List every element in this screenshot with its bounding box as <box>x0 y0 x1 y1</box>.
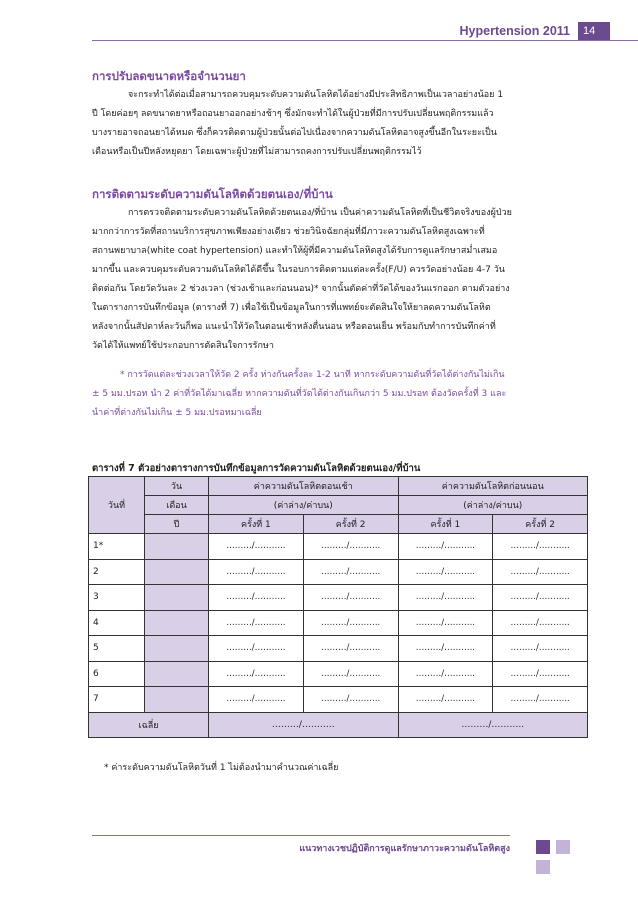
evening-reading-2[interactable]: ………/……….. <box>493 559 588 585</box>
date-cell[interactable] <box>145 610 209 636</box>
page-number: 14 <box>578 22 610 40</box>
evening-reading-2[interactable]: ………/……….. <box>493 636 588 662</box>
morning-reading-1[interactable]: ………/……….. <box>209 687 304 713</box>
note-line: ± 5 มม.ปรอท นำ 2 ค่าที่วัดได้มาเฉลี่ย หากความดันที่วัดได้ต่างกันเกินกว่า 5 มม.ปรอท ต้องวัดครั้งที่ 3 และ <box>92 389 507 399</box>
morning-reading-2[interactable]: ………/……….. <box>303 636 398 662</box>
day-cell: 5 <box>89 636 145 662</box>
morning-reading-2[interactable]: ………/……….. <box>303 585 398 611</box>
evening-reading-1[interactable]: ………/……….. <box>398 610 493 636</box>
header-morning-sub: (ค่าล่าง/ค่าบน) <box>209 496 399 515</box>
morning-reading-2[interactable]: ………/……….. <box>303 661 398 687</box>
footer-text: แนวทางเวชปฏิบัติการดูแลรักษาภาวะความดันโลหิตสูง <box>299 844 510 854</box>
date-cell[interactable] <box>145 585 209 611</box>
table-row <box>89 687 588 713</box>
table-row <box>89 585 588 611</box>
morning-reading-1[interactable]: ………/……….. <box>209 559 304 585</box>
measurement-note <box>92 366 588 423</box>
section-title-home-bp: การติดตามระดับความดันโลหิตด้วยตนเอง/ที่บ้าน <box>92 187 333 201</box>
day-cell: 4 <box>89 610 145 636</box>
evening-reading-1[interactable]: ………/……….. <box>398 661 493 687</box>
table-row <box>89 661 588 687</box>
header-date-day: วัน <box>145 477 209 496</box>
header-morning-time1: ครั้งที่ 1 <box>209 515 304 534</box>
paragraph-dose-reduction <box>92 86 588 162</box>
decorative-square <box>556 840 570 854</box>
average-label: เฉลี่ย <box>89 712 209 738</box>
table-row <box>89 534 588 560</box>
day-cell: 3 <box>89 585 145 611</box>
paragraph-line: มากขึ้น และควบคุมระดับความดันโลหิตได้ดีขึ้น ในรอบการติดตามแต่ละครั้ง(F/U) ควรวัดอย่างน้อย 4-7 วัน <box>92 265 505 275</box>
note-line: นำค่าที่ต่างกันไม่เกิน ± 5 มม.ปรอทมาเฉลี่ย <box>92 408 262 418</box>
paragraph-line: ในตารางการบันทึกข้อมูล (ตารางที่ 7) เพื่อใช้เป็นข้อมูลในการที่แพทย์จะตัดสินใจให้ยาลดความดันโลหิต <box>92 303 491 313</box>
header-day: วันที่ <box>89 477 145 534</box>
morning-reading-2[interactable]: ………/……….. <box>303 534 398 560</box>
decorative-square <box>536 860 550 874</box>
evening-reading-2[interactable]: ………/……….. <box>493 534 588 560</box>
table-row <box>89 636 588 662</box>
morning-reading-2[interactable]: ………/……….. <box>303 559 398 585</box>
date-cell[interactable] <box>145 636 209 662</box>
date-cell[interactable] <box>145 534 209 560</box>
header-evening-sub: (ค่าล่าง/ค่าบน) <box>398 496 588 515</box>
morning-reading-1[interactable]: ………/……….. <box>209 661 304 687</box>
evening-reading-1[interactable]: ………/……….. <box>398 636 493 662</box>
header-date-year: ปี <box>145 515 209 534</box>
paragraph-line: หลังจากนั้นสัปดาห์ละวันก็พอ แนะนำให้วัดในตอนเช้าหลังตื่นนอน หรือตอนเย็น พร้อมกับทำการบันทึกค่าที่ <box>92 322 496 332</box>
day-cell: 7 <box>89 687 145 713</box>
paragraph-line: การตรวจติดตามระดับความดันโลหิตด้วยตนเอง/ที่บ้าน เป็นค่าความดันโลหิตที่เป็นชีวิตจริงของผู้ป่วย <box>128 208 512 218</box>
note-line: * การวัดแต่ละช่วงเวลาให้วัด 2 ครั้ง ห่างกันครั้งละ 1-2 นาที หากระดับความดันที่วัดได้ต่างกันไม่เกิน <box>120 370 505 380</box>
header-date-month: เดือน <box>145 496 209 515</box>
day-cell: 1* <box>89 534 145 560</box>
paragraph-line: วัดได้ให้แพทย์ใช้ประกอบการตัดสินใจการรักษา <box>92 341 274 351</box>
header-divider <box>92 40 638 41</box>
paragraph-line: บางรายอาจถอนยาได้หมด ซึ่งก็ควรติดตามผู้ป่วยนั้นต่อไปเนื่องจากความดันโลหิตอาจสูงขึ้นอีกในระยะเป็น <box>92 128 497 138</box>
morning-reading-1[interactable]: ………/……….. <box>209 585 304 611</box>
morning-reading-1[interactable]: ………/……….. <box>209 534 304 560</box>
morning-reading-1[interactable]: ………/……….. <box>209 610 304 636</box>
paragraph-line: เดือนหรือเป็นปีหลังหยุดยา โดยเฉพาะผู้ป่วยที่ไม่สามารถคงการปรับเปลี่ยนพฤติกรรมไว้ <box>92 147 422 157</box>
table-row <box>89 610 588 636</box>
header-morning-time2: ครั้งที่ 2 <box>303 515 398 534</box>
page-header <box>430 22 638 40</box>
header-evening-time2: ครั้งที่ 2 <box>493 515 588 534</box>
morning-reading-1[interactable]: ………/……….. <box>209 636 304 662</box>
evening-reading-2[interactable]: ………/……….. <box>493 661 588 687</box>
evening-reading-1[interactable]: ………/……….. <box>398 559 493 585</box>
date-cell[interactable] <box>145 687 209 713</box>
paragraph-home-bp <box>92 204 588 356</box>
morning-reading-2[interactable]: ………/……….. <box>303 610 398 636</box>
table-caption: ตารางที่ 7 ตัวอย่างตารางการบันทึกข้อมูลการวัดความดันโลหิตด้วยตนเอง/ที่บ้าน <box>92 463 421 474</box>
evening-reading-2[interactable]: ………/……….. <box>493 585 588 611</box>
table-footnote: * ค่าระดับความดันโลหิตวันที่ 1 ไม่ต้องนำมาคำนวณค่าเฉลี่ย <box>104 763 339 773</box>
morning-reading-2[interactable]: ………/……….. <box>303 687 398 713</box>
evening-reading-1[interactable]: ………/……….. <box>398 585 493 611</box>
paragraph-line: ปี โดยค่อยๆ ลดขนาดยาหรือถอนยาออกอย่างช้าๆ ซึ่งมักจะทำได้ในผู้ป่วยที่มีการปรับเปลี่ยนพฤติกรรมแล้ว <box>92 109 494 119</box>
date-cell[interactable] <box>145 559 209 585</box>
average-evening[interactable]: ………/……….. <box>398 712 588 738</box>
footer-divider <box>92 835 510 836</box>
header-title: Hypertension 2011 <box>459 24 570 38</box>
date-cell[interactable] <box>145 661 209 687</box>
average-row <box>89 712 588 738</box>
bp-record-table <box>88 476 588 738</box>
paragraph-line: มากกว่าการวัดที่สถานบริการสุขภาพเพียงอย่างเดียว ช่วยวินิจฉัยกลุ่มที่มีภาวะความดันโลหิตสูงเฉพาะที่ <box>92 227 485 237</box>
header-morning: ค่าความดันโลหิตตอนเช้า <box>209 477 399 496</box>
table-row <box>89 559 588 585</box>
average-morning[interactable]: ………/……….. <box>209 712 399 738</box>
paragraph-line: ติดต่อกัน โดยวัดวันละ 2 ช่วงเวลา (ช่วงเช้าและก่อนนอน)* จากนั้นตัดค่าที่วัดได้ของวันแรกออก ตามตัวอย่าง <box>92 284 510 294</box>
paragraph-line: จะกระทำได้ต่อเมื่อสามารถควบคุมระดับความดันโลหิตได้อย่างมีประสิทธิภาพเป็นเวลาอย่างน้อย 1 <box>128 90 504 100</box>
evening-reading-1[interactable]: ………/……….. <box>398 534 493 560</box>
evening-reading-1[interactable]: ………/……….. <box>398 687 493 713</box>
section-title-dose-reduction: การปรับลดขนาดหรือจำนวนยา <box>92 69 246 83</box>
decorative-square <box>536 840 550 854</box>
day-cell: 6 <box>89 661 145 687</box>
paragraph-line: สถานพยาบาล(white coat hypertension) และทำให้ผู้ที่มีความดันโลหิตสูงได้รับการดูแลรักษาสม่ำเสมอ <box>92 246 498 256</box>
day-cell: 2 <box>89 559 145 585</box>
evening-reading-2[interactable]: ………/……….. <box>493 610 588 636</box>
evening-reading-2[interactable]: ………/……….. <box>493 687 588 713</box>
header-evening: ค่าความดันโลหิตก่อนนอน <box>398 477 588 496</box>
header-evening-time1: ครั้งที่ 1 <box>398 515 493 534</box>
